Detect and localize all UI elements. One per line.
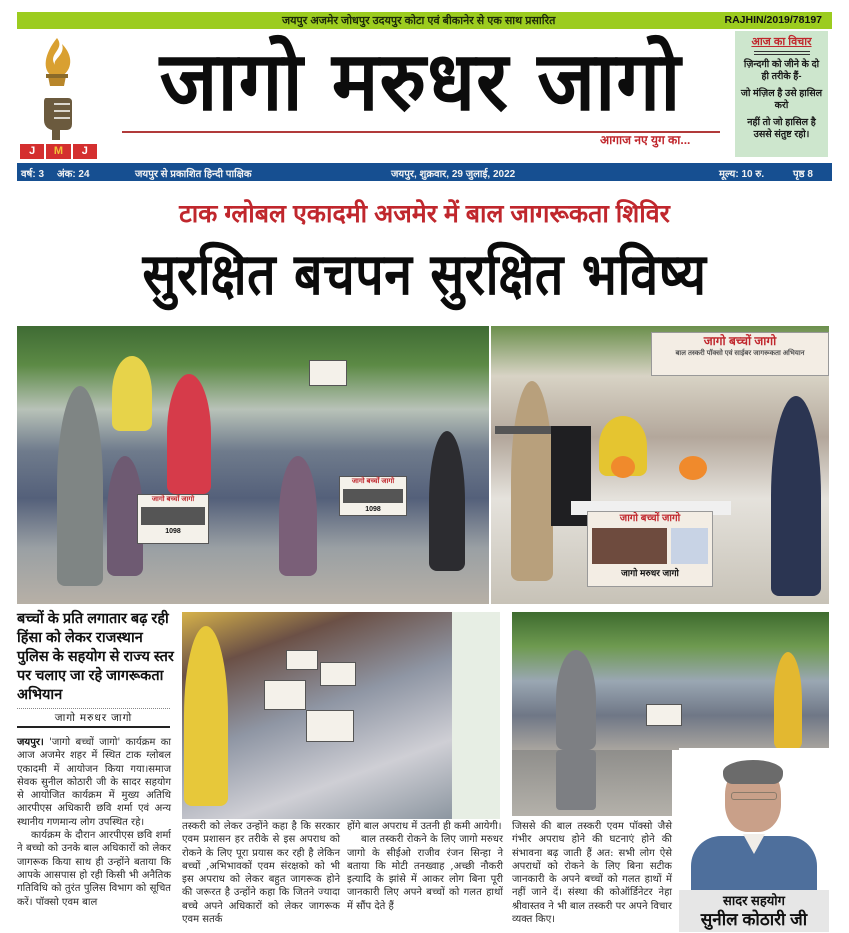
banner-footer: जागो मरुधर जागो [621, 568, 679, 578]
photo-students-outdoor [17, 326, 489, 604]
person-figure [57, 386, 103, 586]
person-figure [112, 356, 152, 431]
article-paragraph: 'जागो बच्चों जागो' कार्यक्रम का आज अजमेर शहर में स्थित टाक ग्लोबल एकादमी में आयोजन किया गया।समाज सेवक सुनील कोठारी जी के सादर सहयोग से आयोजित कार्यक्रम में मुख्य अतिथि आरपीएस अधिकारी छवि शर्मा एवं अन्य स्थानीय गणमान्य लोग उपस्थित रहे। [17, 737, 171, 828]
thought-of-the-day-box [735, 31, 828, 157]
sign-title: जागो बच्चों जागो [351, 478, 395, 485]
edition-strip [17, 12, 832, 29]
thought-line: ज़िन्दगी को जीने के दो ही तरीके हैं- [743, 59, 820, 82]
photo-students-assembly-lower [512, 750, 672, 816]
police-officer-figure [511, 381, 553, 581]
thought-line: नहीं तो जो हासिल है उससे संतुष्ट रहो। [747, 117, 816, 140]
awareness-sign [646, 704, 682, 726]
photo-students-assembly [512, 612, 829, 750]
masthead [118, 28, 723, 140]
dateline: जयपुर, शुक्रवार, 29 जुलाई, 2022 [391, 169, 516, 180]
awareness-sign [306, 710, 354, 742]
photo-event-stage [491, 326, 829, 604]
main-headline: सुरक्षित बचपन सुरक्षित भविष्य [142, 240, 707, 308]
article-paragraph: बाल तस्करी रोकने के लिए जागो मरुधर जागो के सीईओ राजीव रंजन सिन्हा ने बताया कि मोटी तनख्वाह ,अच्छी नौकरी इत्यादि के झांसे में आकर लोग बिना पूरी जानकारी लिए अपने बच्चों को गलत हाथों में सौंप देते हैं [347, 834, 503, 912]
student-figure [429, 431, 465, 571]
banner-portrait [671, 528, 708, 564]
article-paragraph: तस्करी को लेकर उन्होंने कहा है कि सरकार एवम प्रशासन हर तरीके से इस अपराध को रोकने के लिए पूरा प्रयास कर रही है लेकिन बच्चों ,अभिभावकों एवम संरक्षको को भी इस अपराध को लेकर बहुत जागरूक होने की जरूरत है उन्होंने कहा कि जितने ज्यादा बच्चे अपने अधिकारों को लेकर जागरूक एवम सतर्क [182, 821, 340, 926]
kicker-headline: टाक ग्लोबल एकादमी अजमेर में बाल जागरूकता शिविर [179, 200, 670, 228]
podium [495, 426, 555, 434]
publication-type: जयपुर से प्रकाशित हिन्दी पाक्षिक [135, 169, 252, 180]
flower-vase [679, 456, 707, 480]
page-number: पृष्ठ 8 [793, 169, 813, 180]
newspaper-title: जागो मरुधर जागो [159, 34, 682, 130]
article-dateline: जयपुर। [17, 737, 44, 748]
newspaper-logo [20, 34, 100, 158]
sign-image [141, 507, 205, 525]
banner-image [592, 528, 667, 564]
person-figure [184, 626, 228, 806]
person-figure [771, 396, 821, 596]
article-column-4 [512, 820, 672, 926]
logo-letter: M [46, 144, 70, 159]
banner-title: जागो बच्चों जागो [619, 513, 681, 524]
person-figure [556, 750, 596, 810]
logo-letter: J [20, 144, 44, 159]
article-subhead: बच्चों के प्रति लगातार बढ़ रही हिंसा को लेकर राजस्थान पुलिस के सहयोग से राज्य स्तर पर चलाए जा रहे जागरूकता अभियान [17, 611, 174, 703]
portrait-glasses [731, 792, 777, 800]
article-byline: जागो मरुधर जागो [54, 712, 133, 724]
thought-heading: आज का विचार [751, 36, 812, 48]
sponsor-portrait [679, 748, 829, 890]
sign-title: जागो बच्चों जागो [151, 496, 195, 503]
helpline-number: 1098 [365, 506, 381, 513]
fist-icon [40, 94, 74, 140]
double-rule [754, 51, 810, 55]
article-paragraph: कार्यक्रम के दौरान आरपीएस छवि शर्मा ने बच्चो को उनके बाल अधिकारों को लेकर जागरूक किया साथ ही उन्होंने बताया कि आपके आसपास हो रही किसी भी अनैतिक गतिविधि को तुरंत पुलिस विभाग को सूचित करें। पॉक्सो एवम बाल [17, 830, 171, 908]
person-figure [167, 374, 211, 494]
awareness-sign [137, 494, 209, 544]
issue-info-bar [17, 163, 832, 181]
awareness-sign [286, 650, 318, 670]
article-column-2 [182, 820, 340, 926]
event-banner [651, 332, 829, 376]
divider [17, 726, 170, 728]
volume-year: वर्ष: 3 [21, 169, 45, 180]
helpline-number: 1098 [165, 528, 181, 535]
article-column-3 [347, 820, 503, 913]
awareness-sign [309, 360, 347, 386]
jmj-badge [20, 144, 97, 159]
awareness-sign [339, 476, 407, 516]
sponsor-caption [679, 890, 829, 932]
price: मूल्य: 10 रु. [719, 169, 765, 180]
sponsor-name: सुनील कोठारी जी [700, 910, 808, 929]
tagline: आगाज नए युग का... [600, 133, 691, 147]
sign-image [343, 489, 403, 503]
awareness-sign [320, 662, 356, 686]
thought-line: जो मंज़िल है उसे हासिल करो [740, 88, 823, 111]
article-paragraph: जिससे की बाल तस्करी एवम पॉक्सो जैसे गंभीर अपराध होने की घटनाएं होने की संभावना बढ़ जाती हैं अत: सभी लोग ऐसे अपराधों को रोकने के लिए बिना सटीक जानकारी के अपने बच्चों को गलत हाथों में नहीं जाने दें। संस्था की कोऑर्डिनेटर नेहा श्रीवास्तव ने भी बाल तस्करी पर अपने विचार व्यक्त किए। [512, 821, 672, 926]
editions-text: जयपुर अजमेर जोधपुर उदयपुर कोटा एवं बीकानेर से एक साथ प्रसारित [282, 15, 556, 27]
issue-number: अंक: 24 [57, 169, 90, 180]
portrait-hair [723, 760, 783, 784]
student-figure [279, 456, 317, 576]
awareness-sign [264, 680, 306, 710]
torch-flame-icon [36, 36, 78, 92]
caption-label: सादर सहयोग [723, 893, 785, 908]
corridor-wall [452, 612, 500, 819]
person-figure [774, 652, 802, 750]
banner-title: जागो बच्चों जागो [703, 334, 777, 348]
article-column-1 [17, 736, 171, 909]
person-figure [556, 650, 596, 750]
banner-subtitle: बाल तस्करी पॉक्सो एवं साईबर जागरूकता अभियान [675, 350, 805, 357]
photo-students-corridor [182, 612, 500, 819]
table-banner [587, 511, 713, 587]
article-paragraph: होंगे बाल अपराध में उतनी ही कमी आयेगी। [347, 821, 502, 832]
logo-letter: J [73, 144, 97, 159]
flower-vase [611, 456, 635, 478]
registration-number: RAJHIN/2019/78197 [724, 14, 822, 26]
divider [17, 708, 170, 709]
